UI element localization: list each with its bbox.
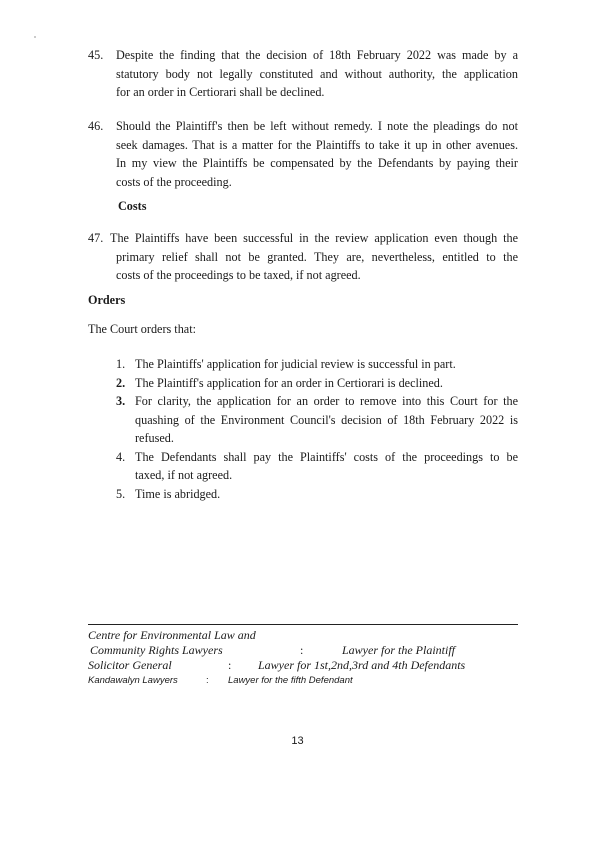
order-number: 3. (116, 394, 126, 408)
paragraph-line: costs of the proceeding. (116, 174, 232, 189)
footer-counsel-row (88, 643, 518, 659)
paragraph-46 (88, 117, 518, 191)
page-number: 13 (291, 735, 304, 747)
paragraph-line: Despite the finding that the decision of 18th February 2022 was made by a (116, 48, 518, 62)
paragraph-line: statutory body not legally constituted and without authority, the application (116, 66, 518, 81)
paragraph-line: costs of the proceedings to be taxed, if not agreed. (116, 268, 361, 282)
counsel-role: Lawyer for 1st,2nd,3rd and 4th Defendants (258, 658, 466, 672)
counsel-separator: : (206, 675, 209, 686)
counsel-name: Kandawalyn Lawyers (88, 675, 178, 686)
counsel-name: Centre for Environmental Law and (88, 628, 256, 642)
footer-counsel-row (88, 658, 518, 674)
order-text: taxed, if not agreed. (135, 468, 233, 482)
footer-counsel-row (88, 628, 518, 644)
paragraph-45 (88, 46, 518, 102)
paragraph-line: seek damages. That is a matter for the Plaintiffs to take it up in other avenues. (116, 137, 518, 152)
order-number: 5. (116, 486, 126, 501)
order-text: For clarity, the application for an order to remove into this Court for the (135, 394, 518, 408)
order-text: refused. (135, 431, 174, 445)
section-heading-costs: Costs (118, 199, 147, 213)
order-number: 2. (116, 375, 126, 390)
order-item (116, 355, 518, 374)
order-text: The Plaintiffs' application for judicial review is successful in part. (135, 357, 456, 371)
order-number: 1. (116, 357, 126, 371)
paragraph-47 (88, 229, 518, 285)
order-text: Time is abridged. (135, 486, 221, 501)
paragraph-line: for an order in Certiorari shall be declined. (116, 85, 325, 99)
order-text: The Defendants shall pay the Plaintiffs' costs of the proceedings to be (135, 449, 518, 464)
order-item (116, 392, 518, 448)
footer-counsel-row (88, 675, 518, 689)
order-item (116, 448, 518, 485)
order-item (116, 485, 518, 504)
paragraph-line: In my view the Plaintiffs be compensated by the Defendants by paying their (116, 156, 518, 170)
counsel-separator: : (300, 643, 304, 657)
paragraph-number: 47. (88, 231, 104, 245)
order-number: 4. (116, 449, 126, 464)
orders-list (116, 355, 518, 503)
counsel-role: Lawyer for the Plaintiff (342, 643, 455, 657)
orders-intro: The Court orders that: (88, 322, 196, 336)
scan-speck (34, 36, 36, 38)
paragraph-number: 46. (88, 119, 104, 133)
counsel-name: Community Rights Lawyers (90, 643, 223, 657)
paragraph-line: The Plaintiffs have been successful in the review application even though the (110, 231, 518, 245)
counsel-name: Solicitor General (88, 658, 172, 672)
section-heading-orders: Orders (88, 293, 126, 307)
counsel-role: Lawyer for the fifth Defendant (228, 675, 353, 686)
order-text: The Plaintiff's application for an order in Certiorari is declined. (135, 375, 443, 390)
paragraph-line: Should the Plaintiff's then be left without remedy. I note the pleadings do not (116, 119, 518, 133)
paragraph-number: 45. (88, 48, 104, 62)
footer-divider (88, 624, 518, 625)
counsel-separator: : (228, 658, 232, 672)
paragraph-line: primary relief shall not be granted. They are, nevertheless, entitled to the (116, 249, 518, 264)
order-text: quashing of the Environment Council's decision of 18th February 2022 is (135, 412, 518, 427)
order-item (116, 374, 518, 393)
